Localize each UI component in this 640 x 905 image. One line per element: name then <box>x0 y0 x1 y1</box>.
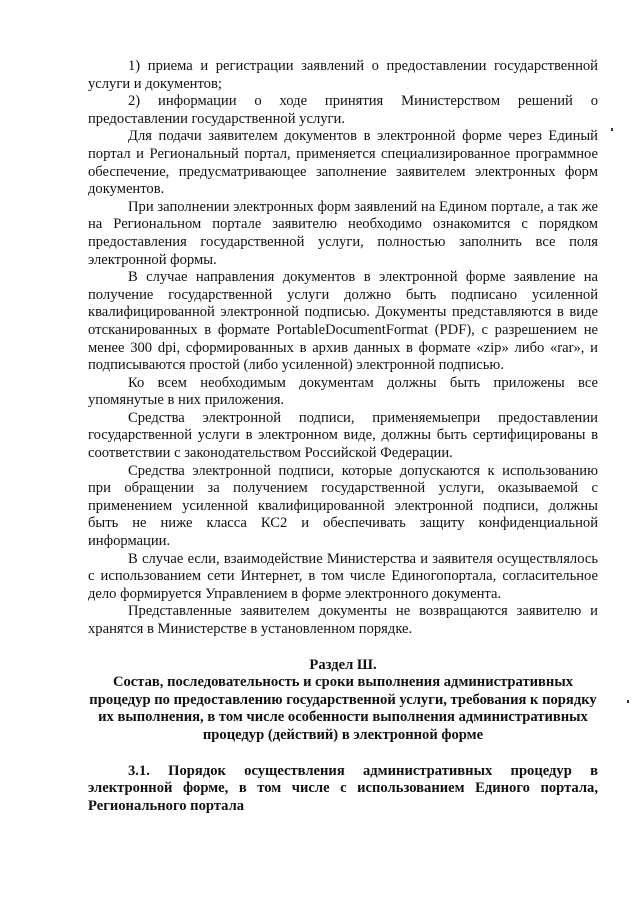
paragraph-1: 1) приема и регистрации заявлений о предоставлении государственной услуги и документов; <box>88 58 598 92</box>
paragraph-8: Средства электронной подписи, которые допускаются к использованию при обращении за получением государственной услуги, оказываемой с применением усиленной квалифицированной электронной подписи, должны быть не ниже класса КС2 и обеспечивать защиту конфиденциальной информации. <box>88 462 598 550</box>
section-subtitle: Состав, последовательность и сроки выполнения административных процедур по предоставлению государственной услуги, требования к порядку их выполнения, в том числе особенности выполнения административных процедур (действий) в электронной форме <box>89 674 597 743</box>
subsection-heading: 3.1. Порядок осуществления административных процедур в электронной форме, в том числе с использованием Единого портала, Регионального портала <box>88 762 598 814</box>
paragraph-6: Ко всем необходимым документам должны быть приложены все упомянутые в них приложения. <box>88 374 598 409</box>
paragraph-9: В случае если, взаимодействие Министерства и заявителя осуществлялось с использованием сети Интернет, в том числе Единогопортала, согласительное дело формируется Управлением в форме электронного документа. <box>88 550 598 602</box>
paragraph-7: Средства электронной подписи, применяемыепри предоставлении государственной услуги в электронном виде, должны быть сертифицированы в соответствии с законодательством Российской Федерации. <box>88 409 598 462</box>
paragraph-4: При заполнении электронных форм заявлений на Едином портале, а так же на Региональном портале заявителю необходимо ознакомится с порядком предоставления государственной услуги, полностью заполнить все поля электронной формы. <box>88 198 598 268</box>
paragraph-5: В случае направления документов в электронной форме заявление на получение государственной услуги должно быть подписано усиленной квалифицированной электронной подписью. Документы представляются в виде отсканированных в формате PortableDocumentFormat (PDF), с разрешением не менее 300 dpi, сформированных в архив данных в формате «zip» либо «rar», и подписываются простой (либо усиленной) электронной подписью. <box>88 269 598 374</box>
section-title: Раздел Ш. <box>309 656 377 673</box>
scan-speck <box>627 700 629 703</box>
paragraph-3: Для подачи заявителем документов в электронной форме через Единый портал и Региональный портал, применяется специализированное программное обеспечение, предусматривающее заполнение заявителем электронных форм документов. <box>88 128 598 198</box>
paragraph-2: 2) информации о ходе принятия Министерством решений о предоставлении государственной услуги. <box>88 93 598 127</box>
paragraph-10: Представленные заявителем документы не возвращаются заявителю и хранятся в Министерстве в установленном порядке. <box>88 603 598 637</box>
scan-speck <box>611 128 613 131</box>
document-page <box>88 58 598 815</box>
